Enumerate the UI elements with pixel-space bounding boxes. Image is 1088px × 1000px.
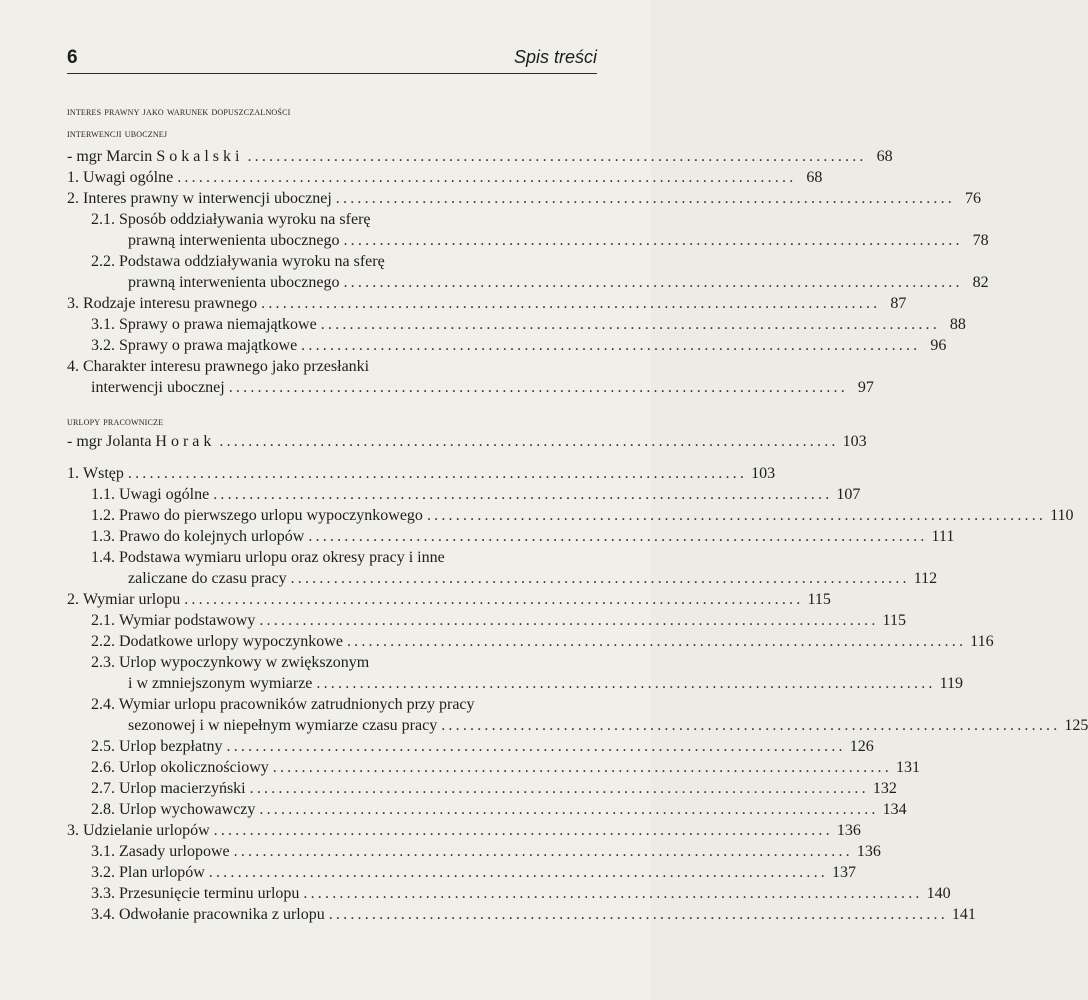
dot-leader: ......................................................................................	[301, 337, 921, 354]
entry-title: Urlop wypoczynkowy w zwiększonym	[119, 654, 370, 671]
dot-leader: ......................................................................................	[441, 717, 1061, 734]
entry-page: 119	[939, 675, 963, 692]
entry-number: 2.5.	[91, 738, 119, 755]
dot-leader: ......................................................................................	[228, 379, 848, 396]
entry-number: 3.2.	[91, 864, 119, 881]
entry-title: Uwagi ogólne	[83, 169, 174, 186]
entry-title-continued: i w zmniejszonym wymiarze	[128, 675, 313, 692]
entry-number: 1.1.	[91, 486, 119, 503]
entry-page: 68	[876, 148, 893, 165]
dot-leader: ......................................................................................	[290, 570, 910, 587]
entry-title-continued: interwencji ubocznej	[91, 379, 225, 396]
entry-number: 1.2.	[91, 507, 119, 524]
toc-entry	[91, 610, 906, 631]
toc-entry	[91, 631, 994, 652]
toc-entry	[67, 167, 823, 188]
entry-page: 134	[882, 801, 907, 818]
entry-title: Podstawa wymiaru urlopu oraz okresy pracy i inne	[119, 549, 445, 566]
entry-page: 116	[970, 633, 994, 650]
entry-title-continued: prawną interwenienta ubocznego	[128, 232, 340, 249]
entry-title-continued: zaliczane do czasu pracy	[128, 570, 287, 587]
entry-number: 2.1.	[91, 211, 119, 228]
entry-title: Sprawy o prawa majątkowe	[119, 337, 298, 354]
toc-entry-line	[91, 251, 385, 272]
entry-page: 111	[931, 528, 955, 545]
dot-leader: ......................................................................................	[233, 843, 853, 860]
entry-title: Uwagi ogólne	[119, 486, 210, 503]
toc-entry	[91, 377, 874, 398]
entry-title: Udzielanie urlopów	[83, 822, 210, 839]
entry-title: Odwołanie pracownika z urlopu	[119, 906, 325, 923]
entry-page: 132	[872, 780, 897, 797]
dot-leader: ......................................................................................	[226, 738, 846, 755]
entry-number: 3.2.	[91, 337, 119, 354]
entry-number: 2.4.	[91, 696, 119, 713]
entry-number: 1.	[67, 169, 83, 186]
entry-page: 110	[1050, 507, 1074, 524]
entry-number: 1.	[67, 465, 83, 482]
toc-entry	[91, 862, 856, 883]
toc-entry	[67, 820, 861, 841]
entry-title: Prawo do pierwszego urlopu wypoczynkowego	[119, 507, 423, 524]
toc-entry	[91, 335, 947, 356]
entry-page: 87	[890, 295, 907, 312]
dot-leader: ......................................................................................	[316, 675, 936, 692]
entry-number: 1.4.	[91, 549, 119, 566]
entry-title: Wymiar urlopu pracowników zatrudnionych przy pracy	[118, 696, 475, 713]
dot-leader: ......................................................................................	[328, 906, 948, 923]
entry-title: Wymiar podstawowy	[119, 612, 256, 629]
entry-page: 115	[807, 591, 831, 608]
entry-page: 88	[949, 316, 966, 333]
dot-leader: ......................................................................................	[208, 864, 828, 881]
section-title-line: interes prawny jako warunek dopuszczalności	[67, 106, 291, 118]
entry-title: Wymiar urlopu	[83, 591, 181, 608]
entry-number: 2.3.	[91, 654, 119, 671]
entry-page: 112	[913, 570, 938, 587]
entry-number: 2.	[67, 190, 83, 207]
entry-title: Podstawa oddziaływania wyroku na sferę	[119, 253, 385, 270]
entry-number: 3.3.	[91, 885, 119, 902]
entry-number: 2.2.	[91, 253, 119, 270]
section-title-line: urlopy pracownicze	[67, 416, 164, 428]
toc-entry	[91, 904, 976, 925]
entry-title: Urlop okolicznościowy	[119, 759, 269, 776]
toc-entry	[91, 883, 951, 904]
entry-title: Rodzaje interesu prawnego	[83, 295, 258, 312]
toc-entry-line	[91, 209, 371, 230]
toc-entry	[91, 314, 966, 335]
entry-page: 96	[930, 337, 947, 354]
entry-number: 4.	[67, 358, 83, 375]
entry-page: 103	[842, 433, 867, 450]
entry-page: 68	[806, 169, 823, 186]
entry-number: 3.	[67, 822, 83, 839]
dot-leader: ......................................................................................	[308, 528, 928, 545]
author-surname: Horak	[155, 433, 216, 450]
entry-number: 2.1.	[91, 612, 119, 629]
toc-entry	[91, 778, 897, 799]
entry-title: Charakter interesu prawnego jako przesłanki	[83, 358, 370, 375]
dot-leader: ......................................................................................	[259, 612, 879, 629]
author-prefix: - mgr Jolanta	[67, 433, 152, 450]
entry-title: Urlop wychowawczy	[119, 801, 256, 818]
entry-number: 3.1.	[91, 316, 119, 333]
toc-entry	[91, 484, 861, 505]
entry-page: 76	[965, 190, 981, 207]
toc-entry	[91, 757, 920, 778]
author-surname: Sokalski	[156, 148, 244, 165]
toc-entry	[128, 715, 1088, 736]
entry-number: 2.2.	[91, 633, 119, 650]
dot-leader: ......................................................................................	[261, 295, 881, 312]
dot-leader: ......................................................................................	[249, 780, 869, 797]
dot-leader: ......................................................................................	[346, 633, 967, 650]
running-title: Spis treści	[513, 47, 597, 67]
entry-title-continued: sezonowej i w niepełnym wymiarze czasu pracy	[128, 717, 438, 734]
dot-leader: ......................................................................................	[213, 486, 833, 503]
entry-title: Dodatkowe urlopy wypoczynkowe	[119, 633, 343, 650]
dot-leader: ......................................................................................	[426, 507, 1047, 524]
toc-entry	[128, 272, 989, 293]
dot-leader: ......................................................................................	[272, 759, 892, 776]
entry-page: 126	[849, 738, 874, 755]
toc-entry	[67, 188, 981, 209]
toc-entry	[67, 293, 907, 314]
entry-title: Sprawy o prawa niemajątkowe	[119, 316, 317, 333]
dot-leader: ......................................................................................	[213, 822, 833, 839]
toc-entry-line	[91, 694, 475, 715]
toc-entry	[91, 736, 874, 757]
entry-number: 2.8.	[91, 801, 119, 818]
entry-title: Sposób oddziaływania wyroku na sferę	[119, 211, 371, 228]
dot-leader: ......................................................................................	[343, 274, 963, 291]
entry-title: Urlop bezpłatny	[119, 738, 223, 755]
toc-entry	[91, 526, 955, 547]
toc-entry	[128, 230, 989, 251]
dot-leader: ......................................................................................	[247, 148, 867, 165]
entry-page: 140	[926, 885, 951, 902]
dot-leader: ......................................................................................	[219, 433, 839, 450]
entry-page: 78	[972, 232, 989, 249]
dot-leader: ......................................................................................	[177, 169, 797, 186]
dot-leader: ......................................................................................	[343, 232, 963, 249]
toc-entry-line	[67, 356, 369, 377]
author-row	[67, 431, 867, 452]
entry-page: 136	[836, 822, 861, 839]
toc-entry	[91, 841, 881, 862]
dot-leader: ......................................................................................	[184, 591, 804, 608]
toc-entry	[128, 673, 963, 694]
dot-leader: ......................................................................................	[303, 885, 923, 902]
entry-page: 131	[895, 759, 920, 776]
toc-entry	[67, 463, 776, 484]
entry-title: Przesunięcie terminu urlopu	[119, 885, 300, 902]
entry-page: 137	[831, 864, 856, 881]
toc-entry-line	[91, 652, 369, 673]
entry-page: 107	[836, 486, 861, 503]
entry-page: 82	[972, 274, 989, 291]
entry-number: 1.3.	[91, 528, 119, 545]
dot-leader: ......................................................................................	[259, 801, 879, 818]
entry-number: 3.	[67, 295, 83, 312]
dot-leader: ......................................................................................	[335, 190, 955, 207]
dot-leader: ......................................................................................	[320, 316, 940, 333]
author-prefix: - mgr Marcin	[67, 148, 153, 165]
entry-number: 2.6.	[91, 759, 119, 776]
entry-page: 97	[857, 379, 874, 396]
entry-title: Plan urlopów	[119, 864, 205, 881]
page-number: 6	[67, 47, 78, 68]
entry-title: Wstęp	[83, 465, 124, 482]
entry-title-continued: prawną interwenienta ubocznego	[128, 274, 340, 291]
entry-title: Interes prawny w interwencji ubocznej	[83, 190, 332, 207]
entry-page: 103	[751, 465, 776, 482]
toc-entry	[91, 799, 907, 820]
entry-number: 3.4.	[91, 906, 119, 923]
dot-leader: ......................................................................................	[127, 465, 748, 482]
toc-entry-line	[91, 547, 445, 568]
entry-title: Prawo do kolejnych urlopów	[119, 528, 305, 545]
entry-page: 136	[856, 843, 881, 860]
page-header	[67, 47, 597, 74]
toc-entry	[67, 589, 831, 610]
entry-title: Urlop macierzyński	[119, 780, 246, 797]
entry-page: 125	[1064, 717, 1088, 734]
entry-number: 2.	[67, 591, 83, 608]
entry-number: 2.7.	[91, 780, 119, 797]
author-row	[67, 146, 893, 167]
section-title-line: interwencji ubocznej	[67, 128, 168, 140]
entry-page: 115	[882, 612, 906, 629]
entry-title: Zasady urlopowe	[119, 843, 230, 860]
toc-entry	[128, 568, 938, 589]
entry-number: 3.1.	[91, 843, 119, 860]
toc-entry	[91, 505, 1074, 526]
entry-page: 141	[951, 906, 976, 923]
